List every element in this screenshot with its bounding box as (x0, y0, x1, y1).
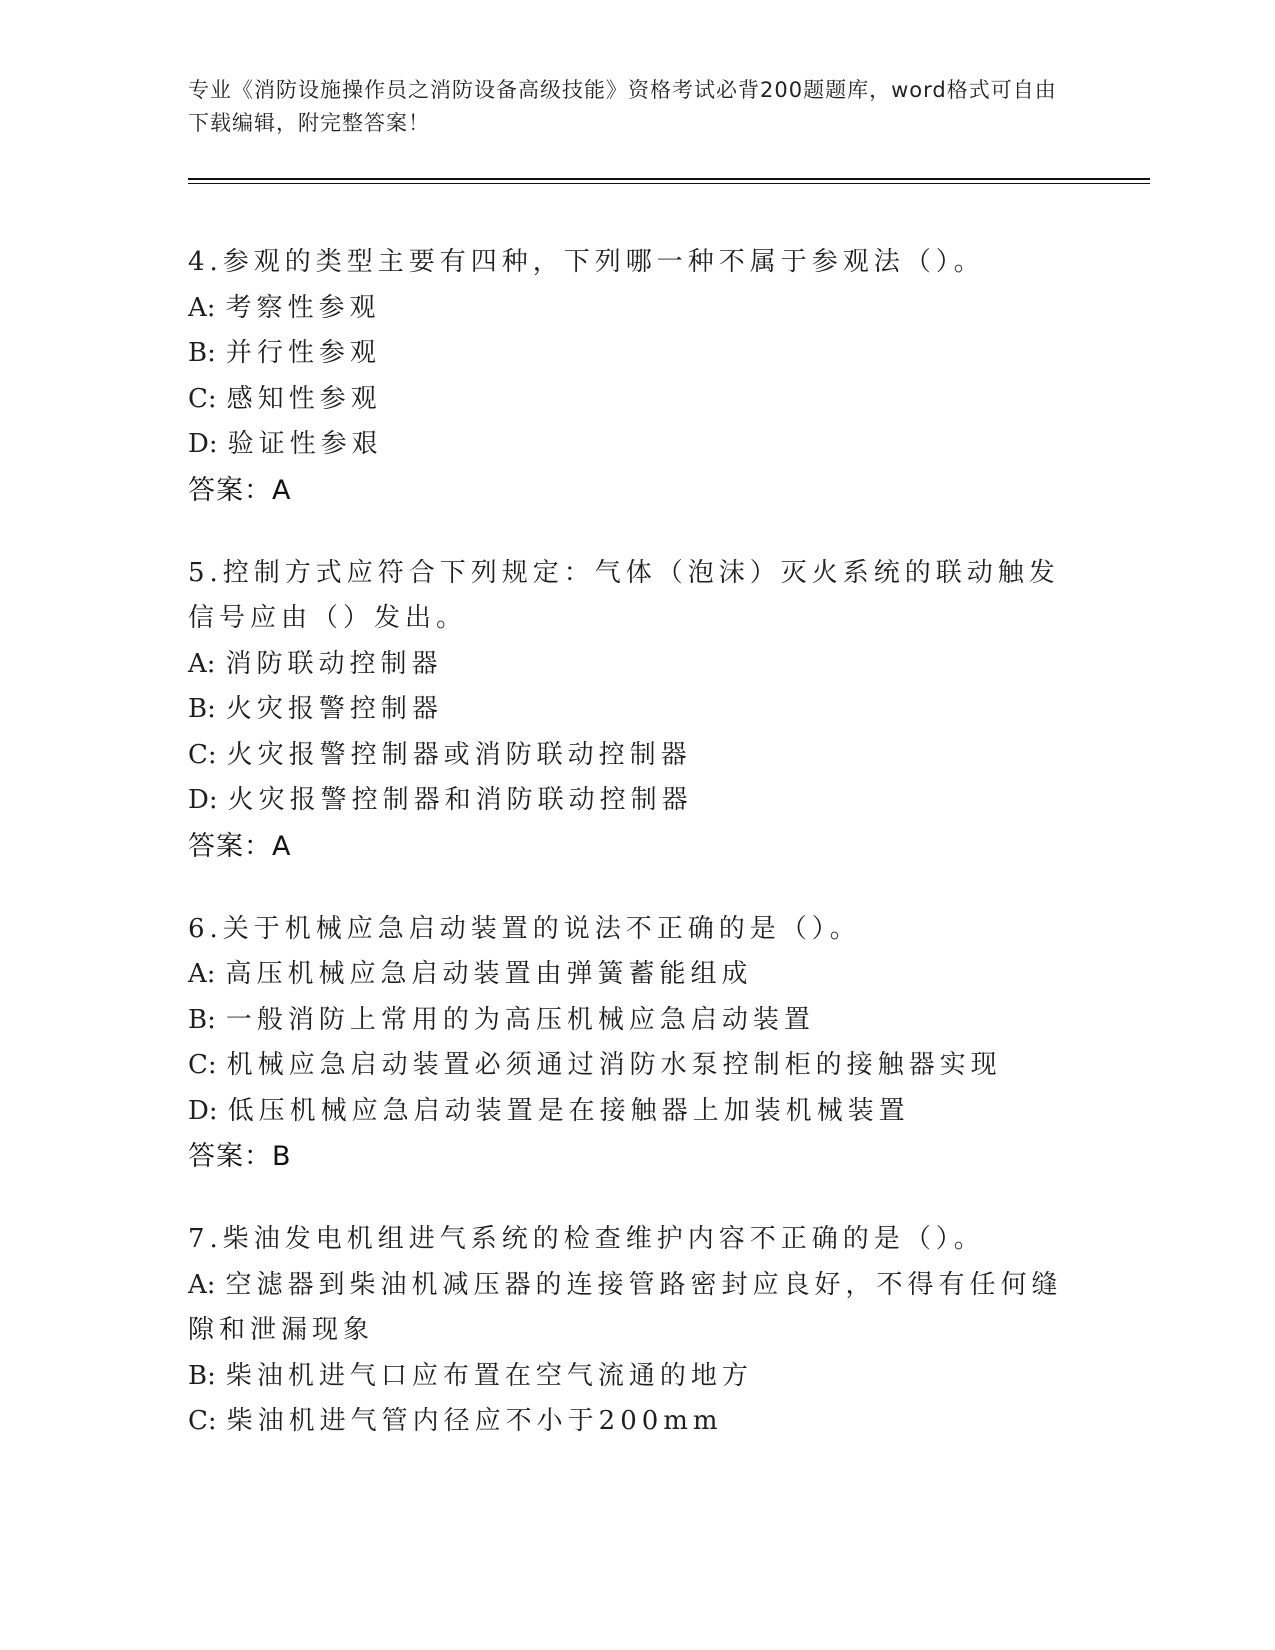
option-c (188, 377, 1088, 423)
header-divider (188, 178, 1150, 180)
option-label: C: (188, 1406, 217, 1436)
option-text: 空滤器到柴油机减压器的连接管路密封应良好，不得有任何缝隙和泄漏现象 (188, 1269, 1063, 1345)
document-header: 专业《消防设施操作员之消防设备高级技能》资格考试必背200题题库，word格式可自由下载编辑，附完整答案！ (188, 78, 1057, 135)
option-a (188, 952, 1088, 998)
option-b (188, 687, 1088, 733)
question-item (188, 551, 1088, 869)
option-b (188, 998, 1088, 1044)
option-label: A: (188, 959, 216, 989)
option-a (188, 1263, 1088, 1354)
option-b (188, 1354, 1088, 1400)
option-text: 火灾报警控制器和消防联动控制器 (227, 785, 693, 815)
option-text: 柴油机进气管内径应不小于200mm (226, 1406, 723, 1436)
question-stem: 4.参观的类型主要有四种，下列哪一种不属于参观法（）。 (188, 247, 985, 277)
option-label: D: (188, 1095, 218, 1126)
header-divider-thin (188, 183, 1150, 184)
option-label: B: (188, 1004, 216, 1035)
option-label: B: (188, 694, 216, 724)
option-d (188, 422, 1088, 468)
option-text: 高压机械应急启动装置由弹簧蓄能组成 (225, 959, 753, 989)
option-text: 火灾报警控制器或消防联动控制器 (226, 739, 692, 770)
answer-line: 答案：B (188, 1141, 292, 1172)
answer-line: 答案：A (188, 474, 292, 506)
option-text: 低压机械应急启动装置是在接触器上加装机械装置 (227, 1095, 910, 1126)
option-d (188, 1089, 1088, 1135)
option-text: 验证性参艰 (227, 429, 383, 459)
question-item (188, 1217, 1088, 1445)
option-label: C: (188, 739, 217, 770)
question-item (188, 907, 1088, 1180)
question-stem: 7.柴油发电机组进气系统的检查维护内容不正确的是（）。 (188, 1224, 985, 1254)
option-label: C: (188, 1050, 217, 1080)
option-label: B: (188, 338, 216, 368)
option-label: D: (188, 785, 218, 815)
option-a (188, 286, 1088, 332)
option-text: 感知性参观 (226, 383, 382, 414)
question-item (188, 240, 1088, 513)
question-stem: 6.关于机械应急启动装置的说法不正确的是（）。 (188, 913, 861, 944)
option-c (188, 1043, 1088, 1089)
answer-line: 答案：A (188, 830, 292, 862)
option-b (188, 331, 1088, 377)
option-label: A: (188, 1269, 216, 1300)
option-c (188, 733, 1088, 779)
option-label: C: (188, 383, 217, 414)
option-text: 机械应急启动装置必须通过消防水泵控制柜的接触器实现 (226, 1050, 1002, 1080)
question-list (188, 240, 1088, 1483)
option-a (188, 642, 1088, 688)
option-label: A: (188, 292, 216, 323)
option-text: 考察性参观 (225, 292, 381, 323)
option-text: 消防联动控制器 (225, 648, 443, 679)
option-text: 一般消防上常用的为高压机械应急启动装置 (225, 1004, 815, 1035)
option-text: 并行性参观 (225, 338, 381, 368)
option-label: B: (188, 1360, 216, 1391)
option-text: 火灾报警控制器 (225, 694, 443, 724)
question-stem: 5.控制方式应符合下列规定：气体（泡沫）灭火系统的联动触发信号应由（）发出。 (188, 557, 1060, 633)
option-label: D: (188, 429, 218, 459)
option-c (188, 1399, 1088, 1445)
option-label: A: (188, 648, 216, 679)
option-d (188, 778, 1088, 824)
option-text: 柴油机进气口应布置在空气流通的地方 (225, 1360, 753, 1391)
